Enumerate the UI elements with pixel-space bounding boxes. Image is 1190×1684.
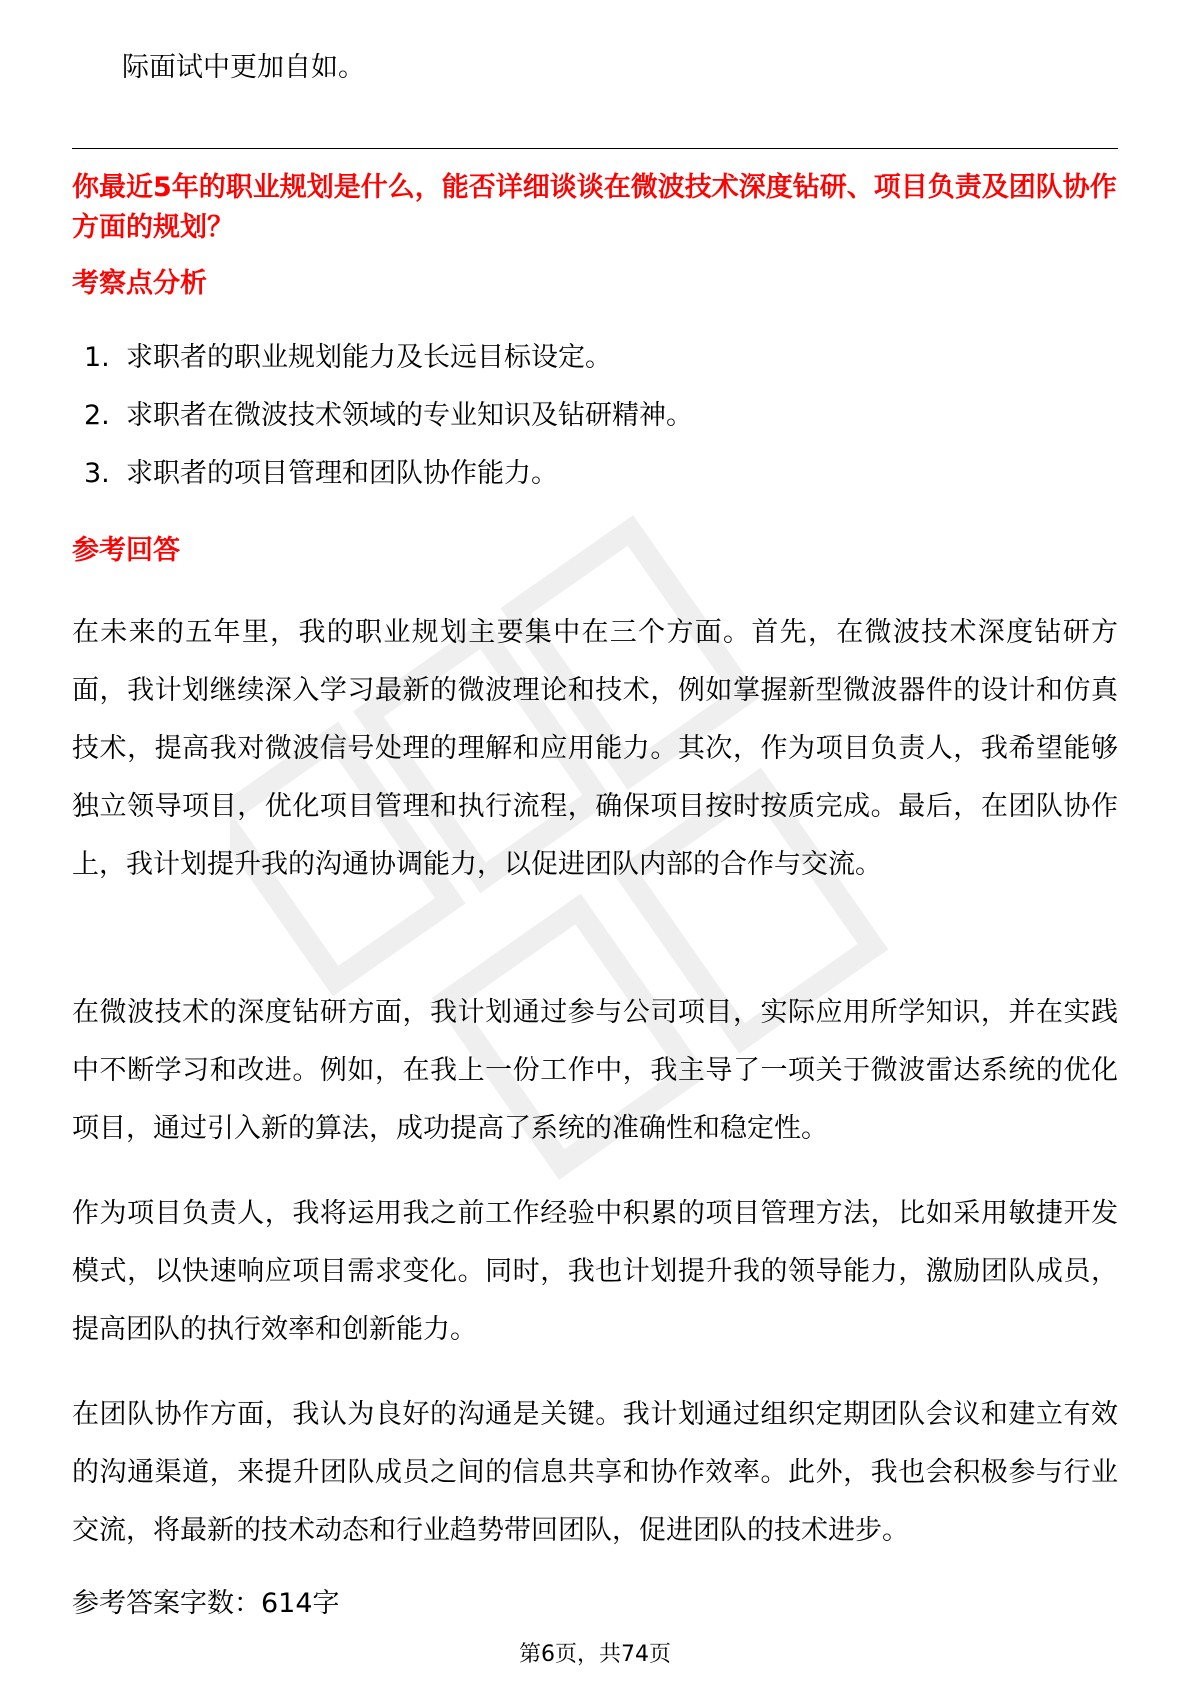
analysis-point <box>84 338 693 396</box>
section-divider <box>72 148 1118 149</box>
answer-paragraph: 在团队协作方面，我认为良好的沟通是关键。我计划通过组织定期团队会议和建立有效的沟通渠道，来提升团队成员之间的信息共享和协作效率。此外，我也会积极参与行业交流，将最新的技术动态和行业趋势带回团队，促进团队的技术进步。 <box>72 1399 1118 1546</box>
point-number: 1. <box>84 342 110 373</box>
analysis-point <box>84 396 693 454</box>
answer-paragraph: 作为项目负责人，我将运用我之前工作经验中积累的项目管理方法，比如采用敏捷开发模式，以快速响应项目需求变化。同时，我也计划提升我的领导能力，激励团队成员，提高团队的执行效率和创新能力。 <box>72 1198 1118 1345</box>
point-number: 3. <box>84 458 110 489</box>
interview-question: 你最近5年的职业规划是什么，能否详细谈谈在微波技术深度钻研、项目负责及团队协作方面的规划？ <box>72 172 1117 243</box>
analysis-point <box>84 454 693 512</box>
page-indicator: 第6页，共74页 <box>519 1642 671 1667</box>
answer-paragraph: 在微波技术的深度钻研方面，我计划通过参与公司项目，实际应用所学知识，并在实践中不断学习和改进。例如，在我上一份工作中，我主导了一项关于微波雷达系统的优化项目，通过引入新的算法，成功提高了系统的准确性和稳定性。 <box>72 997 1118 1144</box>
answer-paragraph: 在未来的五年里，我的职业规划主要集中在三个方面。首先，在微波技术深度钻研方面，我计划继续深入学习最新的微波理论和技术，例如掌握新型微波器件的设计和仿真技术，提高我对微波信号处理的理解和应用能力。其次，作为项目负责人，我希望能够独立领导项目，优化项目管理和执行流程，确保项目按时按质完成。最后，在团队协作上，我计划提升我的沟通协调能力，以促进团队内部的合作与交流。 <box>72 617 1118 880</box>
analysis-heading: 考察点分析 <box>72 268 207 299</box>
continuation-text: 际面试中更加自如。 <box>122 52 365 83</box>
point-text: 求职者在微波技术领域的专业知识及钻研精神。 <box>126 400 693 431</box>
answer-heading: 参考回答 <box>72 535 180 566</box>
point-text: 求职者的职业规划能力及长远目标设定。 <box>126 342 612 373</box>
point-text: 求职者的项目管理和团队协作能力。 <box>126 458 558 489</box>
analysis-points-list <box>84 338 693 512</box>
point-number: 2. <box>84 400 110 431</box>
word-count: 参考答案字数：614字 <box>72 1588 340 1619</box>
